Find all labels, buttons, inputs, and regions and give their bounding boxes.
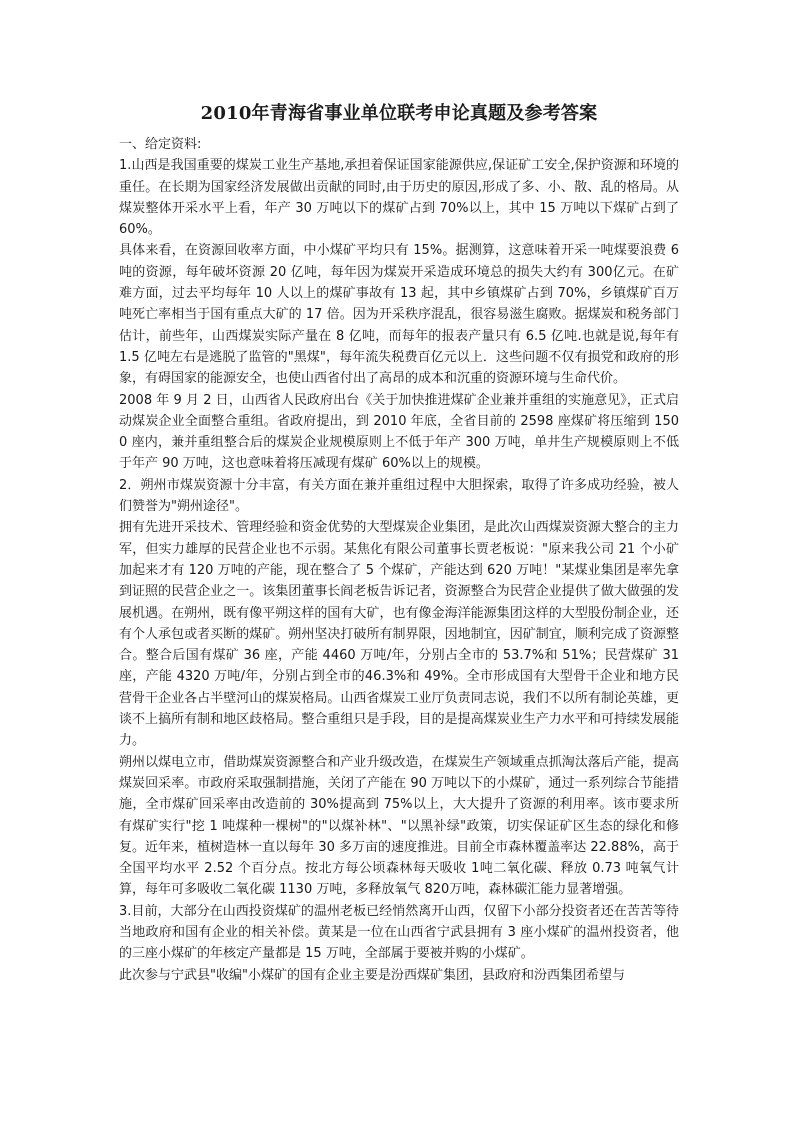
- section-heading: 一、给定资料:: [119, 137, 202, 152]
- paragraph: 此次参与宁武县"收编"小煤矿的国有企业主要是汾西煤矿集团，县政府和汾西集团希望与: [119, 967, 625, 983]
- paragraph: 朔州以煤电立市，借助煤炭资源整合和产业升级改造，在煤炭生产领域重点抓淘汰落后产能，提高煤炭回采率。市政府采取强制措施，关闭了产能在 90 万吨以下的小煤矿，通过一系列综合节能措施，全市煤矿回采率由改造前的 30%提高到 75%以上，大大提升了资源的利用率。该市要求所有煤矿实行"挖 1 吨煤种一棵树"的"以煤补林"、"以黑补绿"政策，切实保证矿区生态的绿化和修复。近年来，植树造林一直以每年 30 多万亩的速度推进。目前全市森林覆盖率达 22.88%，高于全国平均水平 2.52 个百分点。按北方每公顷森林每天吸收 1吨二氧化碳、释放 0.73 吨氧气计算，每年可多吸收二氧化碳 1130 万吨，多释放氧气 820万吨，森林碳汇能力显著增强。: [119, 754, 679, 898]
- paragraph: 1.山西是我国重要的煤炭工业生产基地,承担着保证国家能源供应,保证矿工安全,保护资源和环境的重任。在长期为国家经济发展做出贡献的同时,由于历史的原因,形成了多、小、散、乱的格局。从煤炭整体开采水平上看，年产 30 万吨以下的煤矿占到 70%以上，其中 15 万吨以下煤矿占到了 60%。: [119, 158, 679, 238]
- paragraph: 2008 年 9 月 2 日，山西省人民政府出台《关于加快推进煤矿企业兼并重组的实施意见》，正式启动煤炭企业全面整合重组。省政府提出，到 2010 年底，全省目前的 2598 座煤矿将压缩到 1500 座内，兼并重组整合后的煤炭企业规模原则上不低于年产 300 万吨，单井生产规模原则上不低于年产 90 万吨，这也意味着将压减现有煤矿 60%以上的规模。: [119, 392, 679, 472]
- paragraph: 2．朔州市煤炭资源十分丰富，有关方面在兼并重组过程中大胆探索，取得了许多成功经验，被人们赞誉为"朔州途径"。: [119, 477, 679, 515]
- paragraph: 拥有先进开采技术、管理经验和资金优势的大型煤炭企业集团，是此次山西煤炭资源大整合的主力军，但实力雄厚的民营企业也不示弱。某焦化有限公司董事长贾老板说："原来我公司 21 个小矿加起来才有 120 万吨的产能，现在整合了 5 个煤矿，产能达到 620 万吨！"某煤业集团是率先拿到证照的民营企业之一。该集团董事长阎老板告诉记者，资源整合为民营企业提供了做大做强的发展机遇。在朔州，既有像平朔这样的国有大矿，也有像金海洋能源集团这样的大型股份制企业，还有个人承包或者买断的煤矿。朔州坚决打破所有制界限，因地制宜，因矿制宜，顺利完成了资源整合。整合后国有煤矿 36 座，产能 4460 万吨/年，分别占全市的 53.7%和 51%；民营煤矿 31 座，产能 4320 万吨/年，分别占到全市的46.3%和 49%。全市形成国有大型骨干企业和地方民营骨干企业各占半壁河山的煤炭格局。山西省煤炭工业厅负责同志说，我们不以所有制论英雄，更谈不上搞所有制和地区歧格局。整合重组只是手段，目的是提高煤炭业生产力水平和可持续发展能力。: [119, 520, 679, 749]
- document-page: [119, 100, 679, 986]
- paragraph: 3.目前，大部分在山西投资煤矿的温州老板已经悄然离开山西，仅留下小部分投资者还在苦苦等待当地政府和国有企业的相关补偿。黄某是一位在山西省宁武县拥有 3 座小煤矿的温州投资者，他的三座小煤矿的年核定产量都是 15 万吨，全部属于要被并购的小煤矿。: [119, 903, 679, 962]
- paragraph: 具体来看，在资源回收率方面，中小煤矿平均只有 15%。据测算，这意味着开采一吨煤要浪费 6 吨的资源，每年破坏资源 20 亿吨，每年因为煤炭开采造成环境总的损失大约有 300亿元。在矿难方面，过去平均每年 10 人以上的煤矿事故有 13 起，其中乡镇煤矿占到 70%，乡镇煤矿百万吨死亡率相当于国有重点大矿的 17 倍。因为开采秩序混乱，很容易滋生腐败。据煤炭和税务部门估计，前些年，山西煤炭实际产量在 8 亿吨，而每年的报表产量只有 6.5 亿吨.也就是说,每年有 1.5 亿吨左右是逃脱了监管的"黑煤"，每年流失税费百亿元以上．这些问题不仅有损党和政府的形象，有碍国家的能源安全，也使山西省付出了高昂的成本和沉重的资源环境与生命代价。: [119, 243, 679, 387]
- document-title: 2010年青海省事业单位联考申论真题及参考答案: [200, 103, 598, 124]
